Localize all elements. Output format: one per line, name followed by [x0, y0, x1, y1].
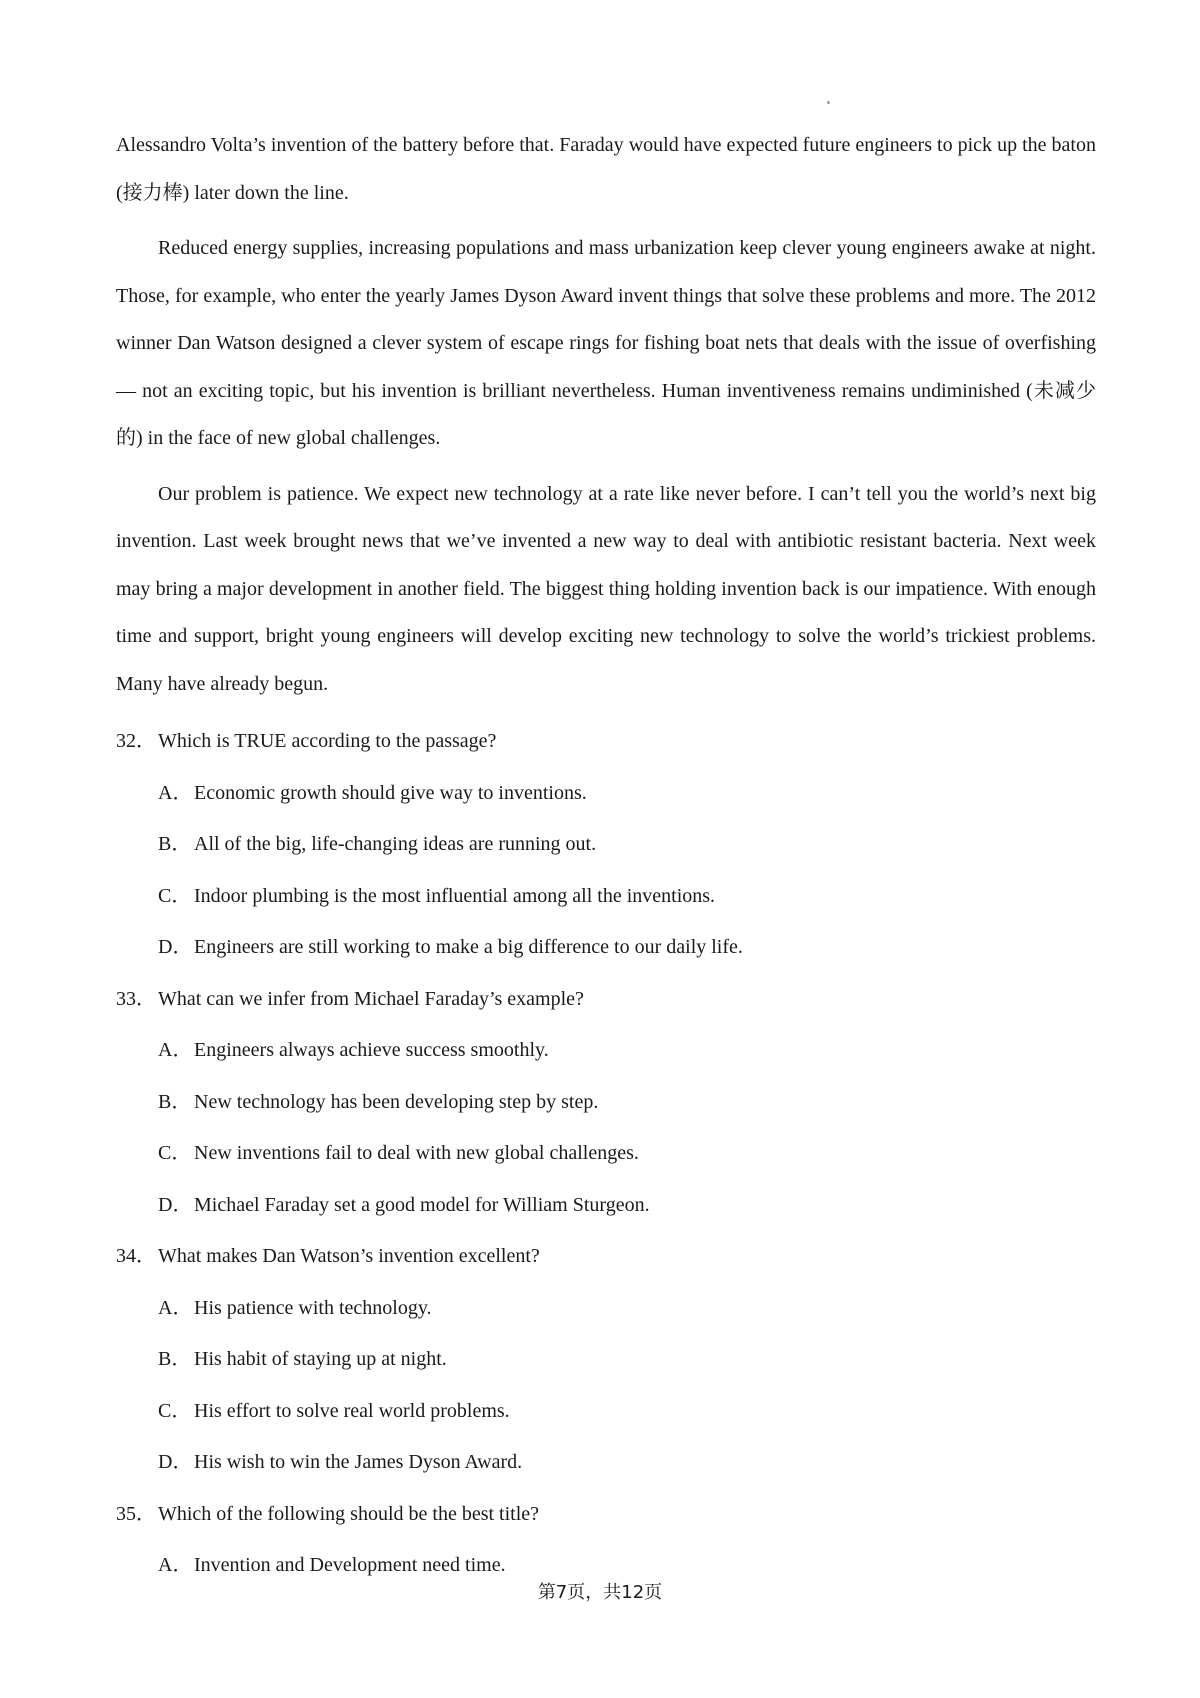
- question-text: What makes Dan Watson’s invention excellent?: [158, 1245, 540, 1267]
- question-stem: [116, 1489, 1096, 1541]
- question-number: 34．: [116, 1245, 156, 1267]
- option-text: Engineers always achieve success smoothly.: [194, 1039, 549, 1061]
- option-b: [116, 1334, 1096, 1386]
- question-text: Which of the following should be the best title?: [158, 1502, 540, 1525]
- option-letter: A．: [158, 1554, 193, 1576]
- option-c: [116, 1128, 1096, 1180]
- option-text: Economic growth should give way to inventions.: [194, 781, 587, 804]
- option-c: [116, 871, 1096, 923]
- question-34: [116, 1231, 1096, 1489]
- option-b: [116, 819, 1096, 871]
- question-33: [116, 974, 1096, 1232]
- question-text: Which is TRUE according to the passage?: [158, 730, 497, 752]
- question-35: [116, 1489, 1096, 1592]
- option-text: Engineers are still working to make a big difference to our daily life.: [194, 936, 743, 958]
- option-text: New inventions fail to deal with new global challenges.: [194, 1142, 639, 1164]
- passage: [116, 122, 1096, 708]
- option-letter: B．: [158, 833, 192, 855]
- passage-paragraph-2: Reduced energy supplies, increasing populations and mass urbanization keep clever young engineers awake at night. Those, for example, who enter the yearly James Dyson Award invent things that solve these problems and more. The 2012 winner Dan Watson designed a clever system of escape rings for fishing boat nets that deals with the issue of overfishing — not an exciting topic, but his invention is brilliant nevertheless. Human inventiveness remains undiminished (未减少的) in the face of new global challenges.: [116, 237, 1096, 449]
- option-text: Michael Faraday set a good model for William Sturgeon.: [194, 1193, 650, 1216]
- option-text: Invention and Development need time.: [194, 1554, 506, 1576]
- option-text: His patience with technology.: [194, 1296, 432, 1319]
- option-letter: C．: [158, 884, 192, 907]
- question-number: 32．: [116, 730, 156, 752]
- option-c: [116, 1386, 1096, 1438]
- option-d: [116, 1180, 1096, 1232]
- question-number: 33．: [116, 987, 156, 1010]
- option-letter: A．: [158, 1296, 193, 1319]
- option-letter: D．: [158, 1451, 193, 1473]
- option-text: His wish to win the James Dyson Award.: [194, 1451, 523, 1473]
- option-a: [116, 768, 1096, 820]
- option-letter: A．: [158, 1039, 193, 1061]
- option-text: His habit of staying up at night.: [194, 1348, 447, 1370]
- question-text: What can we infer from Michael Faraday’s example?: [158, 987, 584, 1010]
- question-number: 35．: [116, 1502, 156, 1525]
- option-b: [116, 1077, 1096, 1129]
- option-letter: B．: [158, 1348, 192, 1370]
- option-a: [116, 1283, 1096, 1335]
- passage-paragraph-1: Alessandro Volta’s invention of the battery before that. Faraday would have expected future engineers to pick up the baton (接力棒) later down the line.: [116, 134, 1096, 204]
- option-text: New technology has been developing step by step.: [194, 1090, 599, 1113]
- passage-paragraph-3: Our problem is patience. We expect new technology at a rate like never before. I can’t tell you the world’s next big invention. Last week brought news that we’ve invented a new way to deal with antibiotic resistant bacteria. Next week may bring a major development in another field. The biggest thing holding invention back is our impatience. With enough time and support, bright young engineers will develop exciting new technology to solve the world’s trickiest problems. Many have already begun.: [116, 482, 1096, 695]
- option-d: [116, 1437, 1096, 1489]
- question-32: [116, 716, 1096, 974]
- document-body: [116, 122, 1096, 1592]
- option-letter: B．: [158, 1090, 192, 1113]
- option-letter: D．: [158, 1193, 193, 1216]
- question-stem: [116, 1231, 1096, 1283]
- option-letter: D．: [158, 936, 193, 958]
- option-text: His effort to solve real world problems.: [194, 1399, 510, 1422]
- option-text: All of the big, life-changing ideas are running out.: [194, 833, 597, 855]
- option-letter: A．: [158, 781, 193, 804]
- option-text: Indoor plumbing is the most influential among all the inventions.: [194, 884, 716, 907]
- question-stem: [116, 974, 1096, 1026]
- option-letter: C．: [158, 1399, 192, 1422]
- option-d: [116, 922, 1096, 974]
- page-footer: 第7页，共12页: [537, 1582, 663, 1603]
- question-stem: [116, 716, 1096, 768]
- speck-mark: [827, 101, 830, 104]
- option-a: [116, 1025, 1096, 1077]
- option-letter: C．: [158, 1142, 192, 1164]
